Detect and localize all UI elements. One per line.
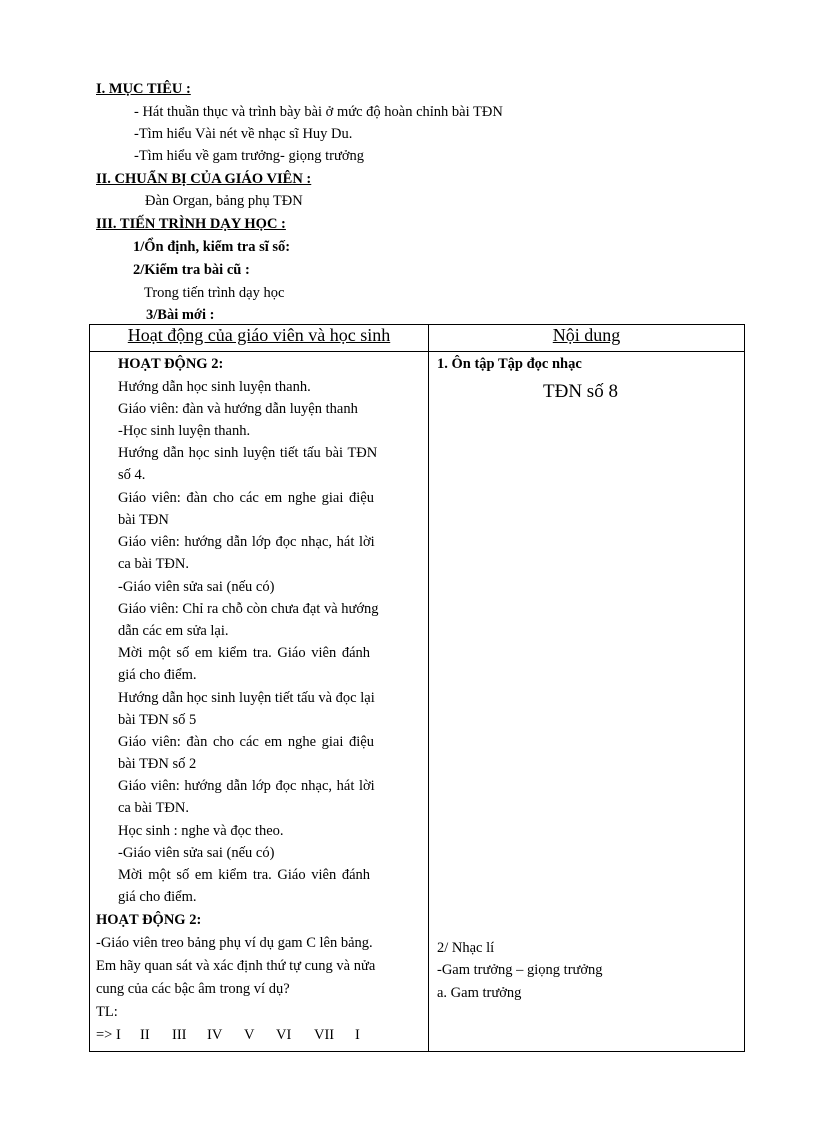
step-3: 3/Bài mới : [146, 307, 215, 323]
activity-line: dẫn các em sửa lại. [118, 623, 229, 639]
activity-line: Học sinh : nghe và đọc theo. [118, 823, 284, 839]
preparation-item: Đàn Organ, bảng phụ TĐN [145, 193, 303, 209]
activity-1-title: HOẠT ĐỘNG 2: [118, 356, 224, 372]
scale-degree: I [355, 1027, 360, 1043]
objective-3: -Tìm hiểu về gam trưởng- giọng trưởng [134, 148, 364, 164]
activity-line: ca bài TĐN. [118, 556, 189, 572]
header-content: Nội dung [429, 325, 745, 352]
activity-line: Hướng dẫn học sinh luyện tiết tấu và đọc lại [118, 690, 375, 706]
objective-1: - Hát thuần thục và trình bày bài ở mức độ hoàn chỉnh bài TĐN [134, 104, 503, 120]
activity-line: Giáo viên: đàn cho các em nghe giai điệu [118, 734, 374, 750]
content-item-2b: a. Gam trưởng [437, 985, 522, 1001]
step-2-text: Trong tiến trình dạy học [144, 285, 285, 301]
scale-degree: VI [276, 1027, 292, 1043]
step-2: 2/Kiểm tra bài cũ : [133, 262, 250, 278]
scale-degree: II [140, 1027, 150, 1043]
content-item-1: 1. Ôn tập Tập đọc nhạc [437, 356, 582, 372]
activity-line: Giáo viên: đàn và hướng dẫn luyện thanh [118, 401, 358, 417]
scale-degree: => I [96, 1027, 121, 1043]
activity-line: -Giáo viên sửa sai (nếu có) [118, 845, 275, 861]
activity-line: -Học sinh luyện thanh. [118, 423, 251, 439]
activity-2-line: Em hãy quan sát và xác định thứ tự cung và nửa [96, 958, 376, 974]
activity-line: số 4. [118, 467, 146, 483]
activity-line: giá cho điểm. [118, 667, 197, 683]
section-3-title: III. TIẾN TRÌNH DẠY HỌC : [96, 216, 286, 232]
header-activities: Hoạt động của giáo viên và học sinh [90, 325, 429, 352]
scale-degree: III [172, 1027, 187, 1043]
activities-cell [90, 352, 429, 1052]
activity-2-title: HOẠT ĐỘNG 2: [96, 912, 202, 928]
scale-degree: VII [314, 1027, 335, 1043]
section-2-title: II. CHUẨN BỊ CỦA GIÁO VIÊN : [96, 171, 312, 187]
activity-line: giá cho điểm. [118, 889, 197, 905]
activity-line: ca bài TĐN. [118, 800, 189, 816]
activity-2-line: cung của các bậc âm trong ví dụ? [96, 981, 290, 997]
content-cell [429, 352, 745, 1052]
activity-2-line: TL: [96, 1004, 118, 1020]
activity-line: bài TĐN số 5 [118, 712, 197, 728]
scale-degree: V [244, 1027, 255, 1043]
activity-line: Giáo viên: hướng dẫn lớp đọc nhạc, hát lời [118, 778, 375, 794]
objective-2: -Tìm hiểu Vài nét về nhạc sĩ Huy Du. [134, 126, 353, 142]
content-item-2a: -Gam trưởng – giọng trưởng [437, 962, 603, 978]
activity-line: bài TĐN [118, 512, 169, 528]
section-1-title: I. MỤC TIÊU : [96, 81, 191, 97]
activity-line: Mời một số em kiểm tra. Giáo viên đánh [118, 645, 371, 661]
content-item-2: 2/ Nhạc lí [437, 940, 495, 956]
activity-2-line: -Giáo viên treo bảng phụ ví dụ gam C lên bảng. [96, 935, 373, 951]
lesson-table [89, 324, 745, 1052]
activity-line: Giáo viên: hướng dẫn lớp đọc nhạc, hát lời [118, 534, 375, 550]
activity-line: -Giáo viên sửa sai (nếu có) [118, 579, 275, 595]
scale-degree: IV [207, 1027, 223, 1043]
step-1: 1/Ổn định, kiểm tra sĩ số: [133, 239, 291, 255]
activity-line: bài TĐN số 2 [118, 756, 197, 772]
activity-line: Giáo viên: đàn cho các em nghe giai điệu [118, 490, 374, 506]
activity-line: Hướng dẫn học sinh luyện thanh. [118, 379, 311, 395]
activity-line: Hướng dẫn học sinh luyện tiết tấu bài TĐN [118, 445, 378, 461]
tdn-number: TĐN số 8 [543, 381, 618, 402]
activity-line: Mời một số em kiểm tra. Giáo viên đánh [118, 867, 371, 883]
activity-line: Giáo viên: Chỉ ra chỗ còn chưa đạt và hướng [118, 601, 379, 617]
